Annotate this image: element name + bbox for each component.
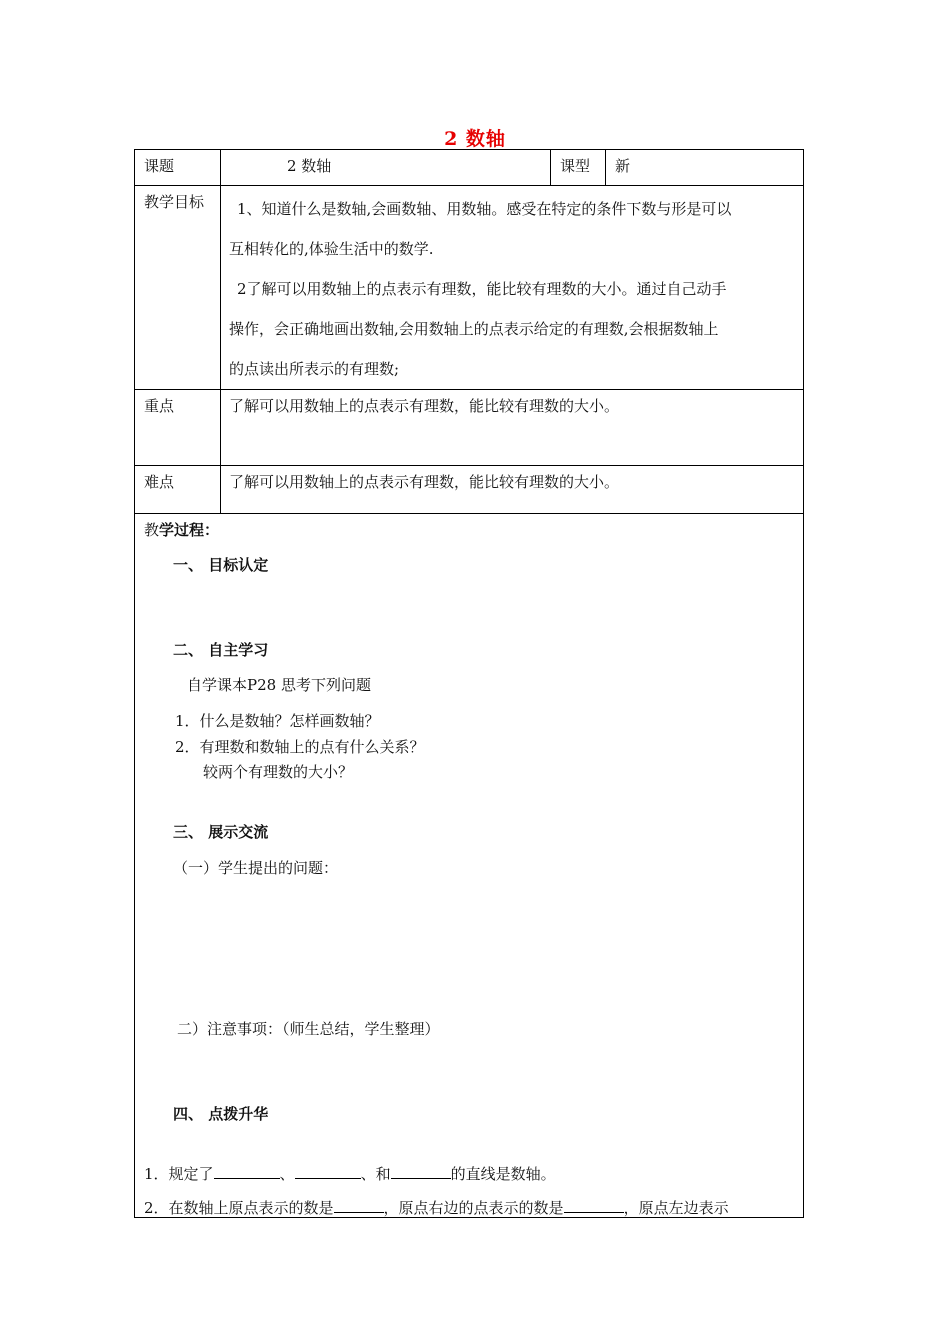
objective-line-4: 操作，会正确地画出数轴,会用数轴上的点表示给定的有理数,会根据数轴上 [229,320,719,338]
answer-blank[interactable] [214,1164,280,1179]
objectives-content-cell [221,186,804,390]
answer-blank[interactable] [564,1198,624,1213]
objective-line-1: 1、知道什么是数轴,会画数轴、用数轴。感受在特定的条件下数与形是可以 [237,200,732,218]
key-point-row [135,390,804,466]
topic-label: 课题 [144,157,175,175]
key-point-label-cell [135,390,221,466]
difficult-point-label: 难点 [144,473,175,491]
objective-line-2: 互相转化的,体验生活中的数学. [229,240,434,258]
teaching-process [135,514,803,1217]
key-point-content-cell [221,390,804,466]
process-heading-rest: 学过程： [159,521,220,539]
document-title: 2 数轴 [444,128,506,150]
section-3-heading: 三、 展示交流 [173,823,269,841]
section-1-heading: 一、 目标认定 [173,556,269,574]
process-row [135,514,804,1218]
question-1: 1．什么是数轴？怎样画数轴？ [175,712,380,730]
self-study-instruction: 自学课本P28 思考下列问题 [187,676,371,694]
topic-value-cell [221,150,551,186]
difficult-point-row [135,466,804,514]
type-label-cell [551,150,606,186]
exercise-1-start: 1．规定了 [144,1165,214,1183]
question-2: 2．有理数和数轴上的点有什么关系？ [175,738,425,756]
type-label: 课型 [560,157,591,175]
key-point-text: 了解可以用数轴上的点表示有理数，能比较有理数的大小。 [229,397,620,415]
subsection-2: 二）注意事项：（师生总结，学生整理） [177,1020,440,1038]
subsection-1: （一）学生提出的问题： [173,859,339,877]
topic-row [135,150,804,186]
process-heading [144,519,219,540]
process-heading-prefix: 教 [144,521,160,539]
answer-blank[interactable] [334,1198,384,1213]
topic-value: 2 数轴 [287,157,332,175]
topic-label-cell [135,150,221,186]
objectives-label-cell [135,186,221,390]
question-2-continued: 较两个有理数的大小？ [203,763,354,781]
objectives-label: 教学目标 [144,193,205,211]
exercise-1-separator: 、和 [360,1165,391,1183]
lesson-plan-table [134,149,804,1218]
objective-line-5: 的点读出所表示的有理数; [229,360,400,378]
objective-line-3: 2了解可以用数轴上的点表示有理数，能比较有理数的大小。通过自己动手 [237,280,727,298]
objectives-row [135,186,804,390]
exercise-1-separator: 、 [279,1165,295,1183]
answer-blank[interactable] [295,1164,361,1179]
difficult-point-text: 了解可以用数轴上的点表示有理数，能比较有理数的大小。 [229,473,620,491]
section-2-heading: 二、 自主学习 [173,641,269,659]
key-point-label: 重点 [144,397,175,415]
exercise-2 [144,1197,729,1218]
type-value-cell [606,150,804,186]
exercise-2-middle: ，原点右边的点表示的数是 [383,1199,564,1217]
difficult-point-content-cell [221,466,804,514]
answer-blank[interactable] [391,1164,451,1179]
process-cell [135,514,804,1218]
exercise-1-end: 的直线是数轴。 [450,1165,556,1183]
section-4-heading: 四、 点拨升华 [173,1105,269,1123]
type-value: 新 [615,157,631,175]
exercise-2-end: ，原点左边表示 [623,1199,729,1217]
difficult-point-label-cell [135,466,221,514]
exercise-1 [144,1163,556,1184]
exercise-2-start: 2．在数轴上原点表示的数是 [144,1199,334,1217]
